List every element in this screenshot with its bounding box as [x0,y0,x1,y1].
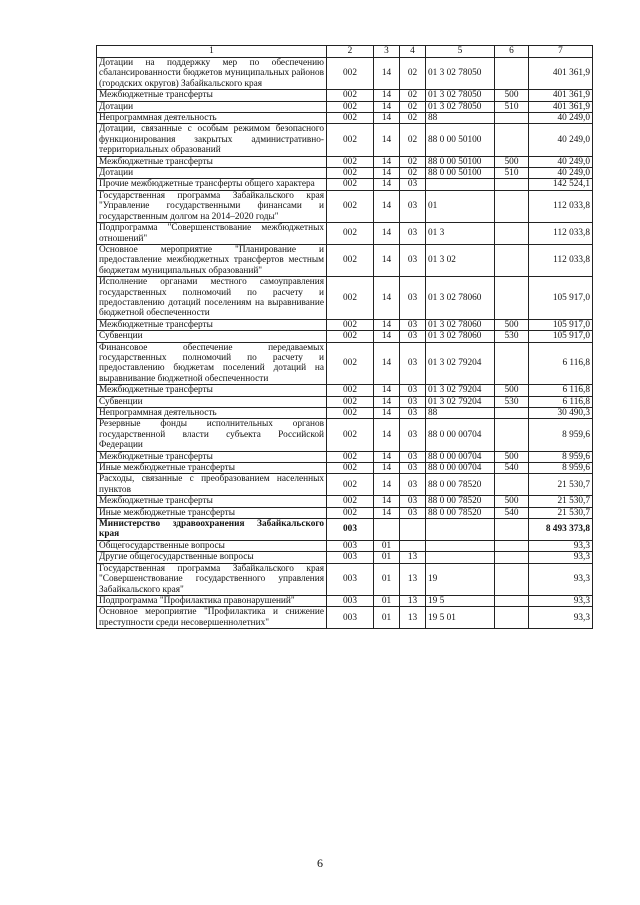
section-code: 01 [374,595,400,606]
admin-code: 002 [327,342,374,385]
admin-code: 002 [327,385,374,396]
subsection-code: 03 [400,190,426,222]
section-code: 14 [374,190,400,222]
section-code: 14 [374,419,400,451]
subsection-code: 13 [400,552,426,563]
admin-code: 003 [327,563,374,595]
subsection-code: 03 [400,331,426,342]
subsection-code: 02 [400,113,426,124]
subsection-code: 03 [400,474,426,496]
expense-type-code: 510 [495,168,529,179]
item-name: Субвенции [97,396,327,407]
item-name: Субвенции [97,331,327,342]
subsection-code: 03 [400,408,426,419]
header-cell: 4 [400,46,426,58]
expense-type-code: 500 [495,385,529,396]
table-row [97,124,593,156]
item-name: Общегосударственные вопросы [97,540,327,551]
item-name: Резервные фонды исполнительных органов государственной власти субъекта Российской Федерации [97,419,327,451]
table-body [97,58,593,629]
expense-type-code [495,277,529,320]
admin-code: 002 [327,179,374,190]
section-code: 14 [374,223,400,245]
admin-code: 002 [327,496,374,507]
target-article-code: 01 3 02 78050 [426,101,495,112]
item-name: Министерство здравоохранения Забайкальского края [97,519,327,541]
target-article-code: 01 3 02 79204 [426,385,495,396]
target-article-code: 01 3 02 79204 [426,342,495,385]
amount: 93,3 [529,540,593,551]
admin-code: 003 [327,595,374,606]
section-code: 14 [374,113,400,124]
table-row [97,156,593,167]
item-name: Дотации на поддержку мер по обеспечению сбалансированности бюджетов муниципальных районов (городских округов) Забайкальского края [97,58,327,90]
table-row [97,408,593,419]
subsection-code: 13 [400,563,426,595]
expense-type-code [495,595,529,606]
expense-type-code: 500 [495,156,529,167]
table-row [97,277,593,320]
table-row [97,396,593,407]
amount: 8 959,6 [529,451,593,462]
expense-type-code [495,179,529,190]
section-code: 01 [374,552,400,563]
table-row [97,419,593,451]
amount: 8 493 373,8 [529,519,593,541]
admin-code: 002 [327,319,374,330]
table-row [97,101,593,112]
section-code: 14 [374,277,400,320]
expense-type-code [495,607,529,629]
amount: 6 116,8 [529,385,593,396]
target-article-code: 19 [426,563,495,595]
target-article-code: 88 [426,408,495,419]
target-article-code [426,540,495,551]
expense-type-code: 500 [495,451,529,462]
target-article-code: 88 0 00 78520 [426,474,495,496]
item-name: Дотации, связанные с особым режимом безопасного функционирования закрытых административно-территориальных образований [97,124,327,156]
amount: 93,3 [529,607,593,629]
admin-code: 002 [327,156,374,167]
table-row [97,563,593,595]
target-article-code: 88 0 00 78520 [426,496,495,507]
table-row [97,385,593,396]
subsection-code: 03 [400,223,426,245]
amount: 6 116,8 [529,342,593,385]
header-row [97,46,593,58]
amount: 40 249,0 [529,156,593,167]
amount: 112 033,8 [529,223,593,245]
amount: 40 249,0 [529,124,593,156]
expense-type-code [495,552,529,563]
subsection-code: 03 [400,244,426,276]
table-row [97,113,593,124]
admin-code: 003 [327,607,374,629]
section-code: 14 [374,319,400,330]
table-row [97,179,593,190]
item-name: Межбюджетные трансферты [97,385,327,396]
admin-code: 002 [327,277,374,320]
admin-code: 002 [327,474,374,496]
section-code: 14 [374,385,400,396]
table-row [97,331,593,342]
table-row [97,190,593,222]
section-code: 14 [374,168,400,179]
admin-code: 002 [327,223,374,245]
subsection-code: 03 [400,496,426,507]
item-name: Государственная программа Забайкальского края "Совершенствование государственного управления Забайкальского края" [97,563,327,595]
subsection-code: 13 [400,607,426,629]
amount: 8 959,6 [529,463,593,474]
target-article-code: 19 5 [426,595,495,606]
table-row [97,552,593,563]
expense-type-code [495,113,529,124]
item-name: Иные межбюджетные трансферты [97,463,327,474]
subsection-code: 03 [400,396,426,407]
expense-type-code [495,223,529,245]
target-article-code: 01 3 02 78050 [426,90,495,101]
table-row [97,90,593,101]
expense-type-code: 530 [495,331,529,342]
expense-type-code [495,519,529,541]
table-row [97,451,593,462]
section-code: 14 [374,463,400,474]
amount: 401 361,9 [529,101,593,112]
expense-type-code: 540 [495,507,529,518]
item-name: Дотации [97,168,327,179]
budget-table [96,45,593,629]
admin-code: 003 [327,519,374,541]
item-name: Основное мероприятие "Профилактика и снижение преступности среди несовершеннолетних" [97,607,327,629]
header-cell: 2 [327,46,374,58]
header-cell: 6 [495,46,529,58]
subsection-code: 03 [400,342,426,385]
admin-code: 002 [327,190,374,222]
amount: 401 361,9 [529,58,593,90]
target-article-code: 88 0 00 50100 [426,168,495,179]
item-name: Дотации [97,101,327,112]
target-article-code: 88 0 00 78520 [426,507,495,518]
header-cell: 1 [97,46,327,58]
expense-type-code [495,408,529,419]
subsection-code: 02 [400,168,426,179]
target-article-code: 01 3 02 78060 [426,331,495,342]
item-name: Другие общегосударственные вопросы [97,552,327,563]
target-article-code: 19 5 01 [426,607,495,629]
section-code: 14 [374,124,400,156]
expense-type-code: 500 [495,90,529,101]
section-code: 14 [374,90,400,101]
amount: 93,3 [529,563,593,595]
item-name: Прочие межбюджетные трансферты общего характера [97,179,327,190]
expense-type-code [495,540,529,551]
amount: 142 524,1 [529,179,593,190]
admin-code: 003 [327,540,374,551]
admin-code: 002 [327,244,374,276]
subsection-code: 02 [400,90,426,101]
target-article-code [426,179,495,190]
expense-type-code [495,124,529,156]
amount: 21 530,7 [529,507,593,518]
target-article-code: 88 0 00 00704 [426,451,495,462]
item-name: Исполнение органами местного самоуправления государственных полномочий по расчету и предоставлению дотаций поселениям на выравнивание бюджетной обеспеченности [97,277,327,320]
table-row [97,58,593,90]
subsection-code [400,519,426,541]
amount: 105 917,0 [529,319,593,330]
header-cell: 3 [374,46,400,58]
section-code: 14 [374,451,400,462]
expense-type-code [495,190,529,222]
amount: 40 249,0 [529,113,593,124]
amount: 401 361,9 [529,90,593,101]
section-code: 14 [374,58,400,90]
admin-code: 002 [327,168,374,179]
table-row [97,496,593,507]
section-code: 14 [374,507,400,518]
expense-type-code: 500 [495,319,529,330]
section-code [374,519,400,541]
section-code: 14 [374,156,400,167]
section-code: 01 [374,563,400,595]
admin-code: 002 [327,331,374,342]
admin-code: 002 [327,408,374,419]
admin-code: 002 [327,113,374,124]
admin-code: 002 [327,90,374,101]
target-article-code: 88 0 00 00704 [426,419,495,451]
subsection-code [400,540,426,551]
expense-type-code [495,474,529,496]
expense-type-code [495,419,529,451]
section-code: 14 [374,342,400,385]
subsection-code: 03 [400,385,426,396]
table-row [97,463,593,474]
item-name: Межбюджетные трансферты [97,451,327,462]
amount: 21 530,7 [529,474,593,496]
amount: 40 249,0 [529,168,593,179]
subsection-code: 02 [400,124,426,156]
subsection-code: 03 [400,451,426,462]
header-cell: 5 [426,46,495,58]
amount: 105 917,0 [529,331,593,342]
admin-code: 002 [327,124,374,156]
table-row [97,342,593,385]
amount: 112 033,8 [529,190,593,222]
amount: 6 116,8 [529,396,593,407]
table-row [97,474,593,496]
section-code: 14 [374,496,400,507]
item-name: Межбюджетные трансферты [97,496,327,507]
expense-type-code [495,244,529,276]
admin-code: 002 [327,419,374,451]
section-code: 14 [374,408,400,419]
admin-code: 002 [327,463,374,474]
expense-type-code [495,58,529,90]
item-name: Непрограммная деятельность [97,113,327,124]
item-name: Государственная программа Забайкальского края "Управление государственными финансами и государственным долгом на 2014–2020 годы" [97,190,327,222]
admin-code: 002 [327,396,374,407]
expense-type-code [495,563,529,595]
section-code: 14 [374,474,400,496]
target-article-code: 01 3 02 78060 [426,319,495,330]
subsection-code: 02 [400,58,426,90]
section-code: 01 [374,607,400,629]
page-number: 6 [317,856,323,870]
section-code: 14 [374,331,400,342]
subsection-code: 13 [400,595,426,606]
expense-type-code [495,342,529,385]
subsection-code: 02 [400,101,426,112]
expense-type-code: 510 [495,101,529,112]
item-name: Финансовое обеспечение передаваемых государственных полномочий по расчету и предоставлению бюджетам поселений дотаций на выравнивание бюджетной обеспеченности [97,342,327,385]
section-code: 14 [374,396,400,407]
subsection-code: 03 [400,319,426,330]
table-row [97,540,593,551]
target-article-code [426,552,495,563]
table-row [97,223,593,245]
subsection-code: 02 [400,156,426,167]
target-article-code: 88 0 00 00704 [426,463,495,474]
table-row [97,319,593,330]
amount: 8 959,6 [529,419,593,451]
subsection-code: 03 [400,419,426,451]
target-article-code: 01 [426,190,495,222]
item-name: Межбюджетные трансферты [97,319,327,330]
header-cell: 7 [529,46,593,58]
table-row [97,595,593,606]
target-article-code [426,519,495,541]
admin-code: 002 [327,101,374,112]
target-article-code: 88 0 00 50100 [426,156,495,167]
amount: 30 490,3 [529,408,593,419]
item-name: Иные межбюджетные трансферты [97,507,327,518]
target-article-code: 01 3 02 79204 [426,396,495,407]
item-name: Межбюджетные трансферты [97,90,327,101]
section-code: 14 [374,244,400,276]
amount: 93,3 [529,595,593,606]
subsection-code: 03 [400,277,426,320]
item-name: Непрограммная деятельность [97,408,327,419]
subsection-code: 03 [400,179,426,190]
item-name: Межбюджетные трансферты [97,156,327,167]
item-name: Подпрограмма "Профилактика правонарушений" [97,595,327,606]
section-code: 14 [374,179,400,190]
target-article-code: 01 3 02 78060 [426,277,495,320]
admin-code: 002 [327,507,374,518]
table-row [97,519,593,541]
target-article-code: 01 3 02 [426,244,495,276]
item-name: Основное мероприятие "Планирование и предоставление межбюджетных трансфертов местным бюджетам муниципальных образований" [97,244,327,276]
target-article-code: 88 0 00 50100 [426,124,495,156]
amount: 112 033,8 [529,244,593,276]
admin-code: 003 [327,552,374,563]
table-row [97,607,593,629]
item-name: Расходы, связанные с преобразованием населенных пунктов [97,474,327,496]
amount: 105 917,0 [529,277,593,320]
subsection-code: 03 [400,463,426,474]
target-article-code: 01 3 [426,223,495,245]
subsection-code: 03 [400,507,426,518]
section-code: 01 [374,540,400,551]
section-code: 14 [374,101,400,112]
amount: 21 530,7 [529,496,593,507]
expense-type-code: 540 [495,463,529,474]
table-row [97,168,593,179]
item-name: Подпрограмма "Совершенствование межбюджетных отношений" [97,223,327,245]
target-article-code: 88 [426,113,495,124]
admin-code: 002 [327,451,374,462]
target-article-code: 01 3 02 78050 [426,58,495,90]
table-row [97,244,593,276]
amount: 93,3 [529,552,593,563]
expense-type-code: 530 [495,396,529,407]
admin-code: 002 [327,58,374,90]
expense-type-code: 500 [495,496,529,507]
table-row [97,507,593,518]
